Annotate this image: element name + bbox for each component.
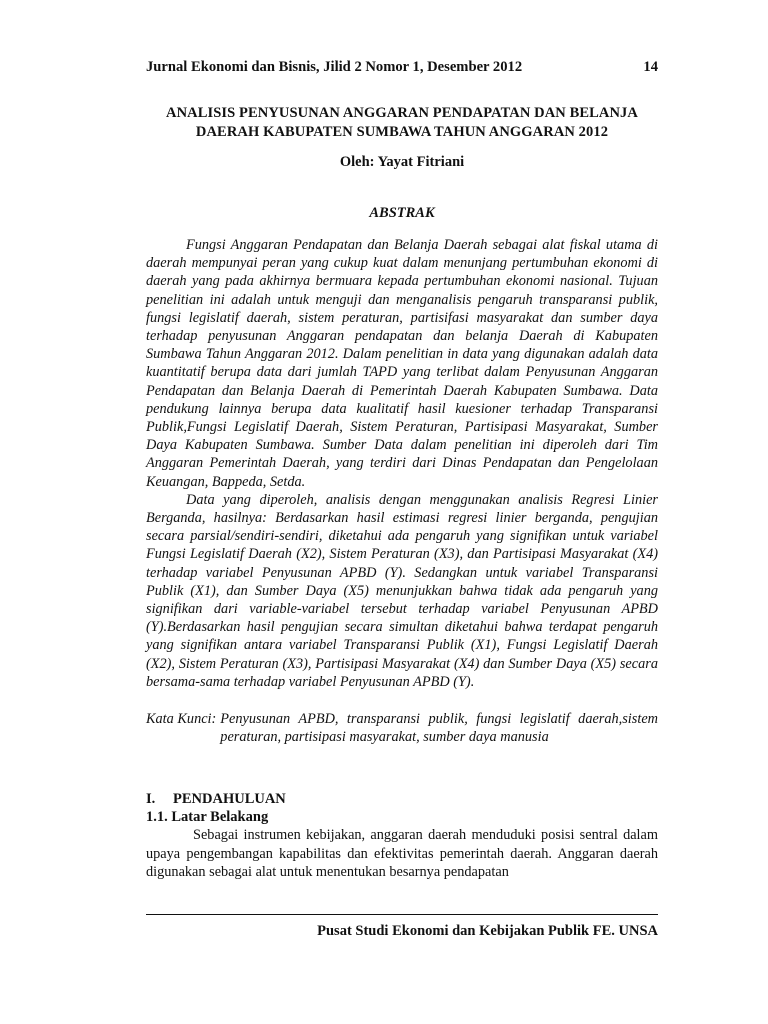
section-title: PENDAHULUAN xyxy=(173,791,286,807)
body-paragraph: Sebagai instrumen kebijakan, anggaran daerah menduduki posisi sentral dalam upaya pengembangan kapabilitas dan efektivitas pemerintah daerah. Anggaran daerah digunakan sebagai alat untuk menentukan besarnya pendapatan xyxy=(146,827,658,880)
keywords-label: Kata Kunci: xyxy=(146,711,217,727)
footer-divider xyxy=(146,914,658,915)
abstract-heading: ABSTRAK xyxy=(369,205,435,221)
section-heading xyxy=(146,790,658,808)
body-text xyxy=(146,826,658,882)
author-line: Oleh: Yayat Fitriani xyxy=(339,154,465,170)
abstract-paragraph-2: Data yang diperoleh, analisis dengan menggunakan analisis Regresi Linier Berganda, hasilnya: Berdasarkan hasil estimasi regresi linier berganda, pengujian secara parsial/sendiri-sendiri, diketahui ada pengaruh yang signifikan untuk variabel Fungsi Legislatif Daerah (X2), Sistem Peraturan (X3), dan Partisipasi Masyarakat (X4) terhadap variabel Penyusunan APBD (Y). Sedangkan untuk variabel Transparansi Publik (X1), dan Sumber Daya (X5) menunjukkan bahwa tidak ada pengaruh yang signifikan dari variable-variabel tersebut terhadap variabel Penyusunan APBD (Y).Berdasarkan hasil pengujian secara simultan diketahui bahwa terdapat pengaruh yang signifikan antara variabel Transparansi Publik (X1), Fungsi Legislatif Daerah (X2), Sistem Peraturan (X3), Partisipasi Masyarakat (X4) dan Sumber Daya (X5) secara bersama-sama terhadap variabel Penyusunan APBD (Y). xyxy=(146,491,658,690)
article-title xyxy=(146,104,658,141)
subsection-heading: 1.1. Latar Belakang xyxy=(146,809,269,825)
article-title-line-2: DAERAH KABUPATEN SUMBAWA TAHUN ANGGARAN 2012 xyxy=(195,123,609,140)
footer-publisher: Pusat Studi Ekonomi dan Kebijakan Publik FE. UNSA xyxy=(317,923,658,939)
journal-title: Jurnal Ekonomi dan Bisnis, Jilid 2 Nomor 1, Desember 2012 xyxy=(146,59,523,75)
abstract-paragraph-1: Fungsi Anggaran Pendapatan dan Belanja Daerah sebagai alat fiskal utama di daerah mempunyai peran yang cukup kuat dalam menunjang pertumbuhan ekonomi di daerah yang pada akhirnya bermuara kepada pertumbuhan ekonomi nasional. Tujuan penelitian ini adalah untuk menguji dan menganalisis pengaruh transparansi publik, fungsi legislatif daerah, sistem peraturan, partisifasi masyarakat dan sumber daya terhadap penyusunan Anggaran pendapatan dan belanja Daerah di Kabupaten Sumbawa Tahun Anggaran 2012. Dalam penelitian in data yang digunakan adalah data kuantitatif berupa data dari jumlah TAPD yang terlibat dalam Penyusunan Anggaran Pendapatan dan Belanja Daerah di Pemerintah Daerah Kabupaten Sumbawa. Data pendukung lainnya berupa data kualitatif hasil kuesioner terhadap Transparansi Publik,Fungsi Legislatif Daerah, Sistem Peraturan, Partisipasi Masyarakat, Sumber Daya Kabupaten Sumbawa. Sumber Data dalam penelitian ini diperoleh dari Tim Anggaran Pemerintah Daerah, yang terdiri dari Dinas Pendapatan dan Pengelolaan Keuangan, Bappeda, Setda. xyxy=(146,237,658,490)
page-number: 14 xyxy=(643,59,658,75)
keywords-text: Penyusunan APBD, transparansi publik, fungsi legislatif daerah,sistem peraturan, partisipasi masyarakat, sumber daya manusia xyxy=(220,711,658,746)
article-title-line-1: ANALISIS PENYUSUNAN ANGGARAN PENDAPATAN DAN BELANJA xyxy=(166,105,638,121)
section-number: I. xyxy=(146,791,156,807)
abstract-body xyxy=(146,236,658,691)
keywords xyxy=(146,710,658,746)
